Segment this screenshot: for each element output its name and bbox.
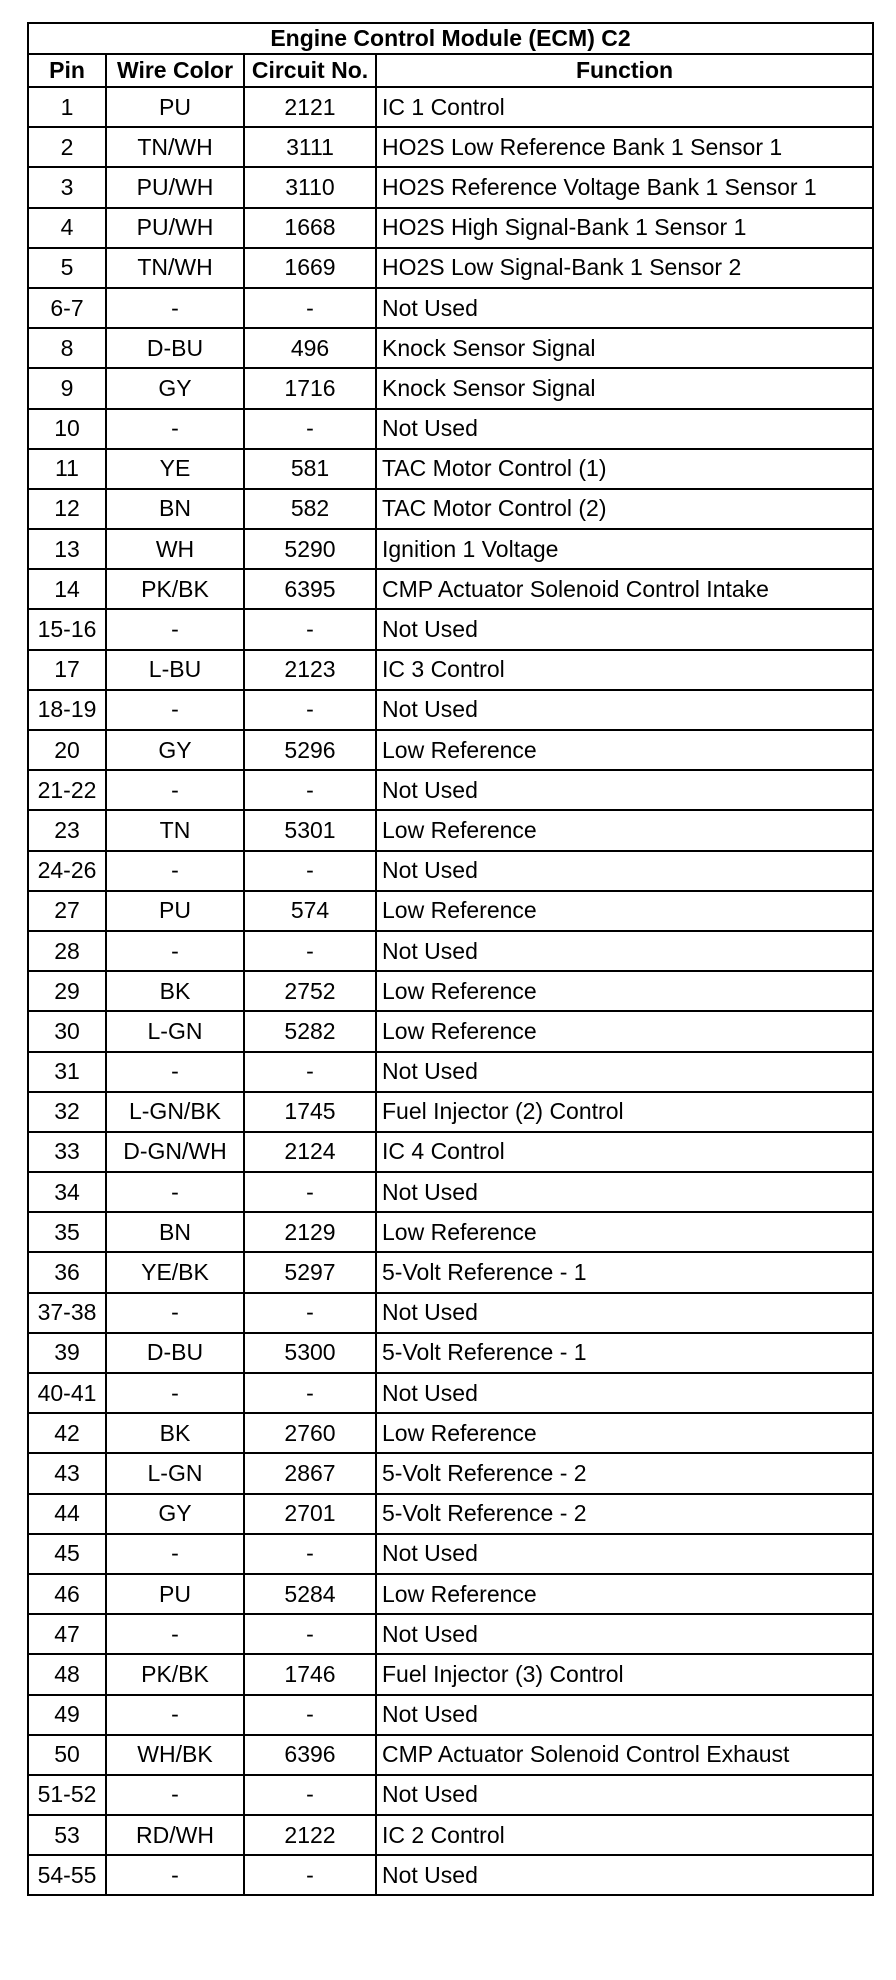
- cell-circuit-number: 2760: [244, 1413, 376, 1453]
- cell-function: Low Reference: [376, 891, 873, 931]
- cell-function: Not Used: [376, 1373, 873, 1413]
- cell-pin: 40-41: [28, 1373, 106, 1413]
- cell-circuit-number: -: [244, 770, 376, 810]
- cell-function: Low Reference: [376, 1212, 873, 1252]
- cell-circuit-number: 5301: [244, 810, 376, 850]
- ecm-connector-table: [27, 22, 874, 1896]
- cell-circuit-number: -: [244, 1775, 376, 1815]
- table-row: [28, 1373, 873, 1413]
- cell-wire-color: PK/BK: [106, 569, 244, 609]
- cell-circuit-number: -: [244, 931, 376, 971]
- cell-function: IC 2 Control: [376, 1815, 873, 1855]
- cell-pin: 36: [28, 1252, 106, 1292]
- cell-wire-color: PU/WH: [106, 167, 244, 207]
- cell-wire-color: BK: [106, 971, 244, 1011]
- table-row: [28, 1815, 873, 1855]
- table-row: [28, 1735, 873, 1775]
- cell-pin: 50: [28, 1735, 106, 1775]
- cell-function: Fuel Injector (2) Control: [376, 1092, 873, 1132]
- table-row: [28, 449, 873, 489]
- header-circuit-number: Circuit No.: [244, 54, 376, 87]
- cell-function: Not Used: [376, 1775, 873, 1815]
- cell-circuit-number: 1669: [244, 248, 376, 288]
- cell-pin: 29: [28, 971, 106, 1011]
- cell-circuit-number: -: [244, 1614, 376, 1654]
- table-row: [28, 810, 873, 850]
- cell-circuit-number: -: [244, 690, 376, 730]
- table-row: [28, 248, 873, 288]
- table-row: [28, 1494, 873, 1534]
- cell-circuit-number: -: [244, 1293, 376, 1333]
- table-row: [28, 1293, 873, 1333]
- header-pin: Pin: [28, 54, 106, 87]
- cell-wire-color: WH: [106, 529, 244, 569]
- cell-function: HO2S Low Signal-Bank 1 Sensor 2: [376, 248, 873, 288]
- table-row: [28, 1453, 873, 1493]
- table-row: [28, 1011, 873, 1051]
- cell-circuit-number: 2752: [244, 971, 376, 1011]
- table-row: [28, 1212, 873, 1252]
- header-function: Function: [376, 54, 873, 87]
- cell-function: TAC Motor Control (1): [376, 449, 873, 489]
- cell-wire-color: -: [106, 1052, 244, 1092]
- cell-function: Not Used: [376, 770, 873, 810]
- cell-wire-color: BN: [106, 489, 244, 529]
- cell-circuit-number: 5300: [244, 1333, 376, 1373]
- cell-wire-color: BN: [106, 1212, 244, 1252]
- cell-circuit-number: -: [244, 288, 376, 328]
- cell-pin: 39: [28, 1333, 106, 1373]
- cell-wire-color: -: [106, 1534, 244, 1574]
- table-row: [28, 1574, 873, 1614]
- table-row: [28, 1654, 873, 1694]
- cell-circuit-number: 2129: [244, 1212, 376, 1252]
- cell-pin: 23: [28, 810, 106, 850]
- cell-circuit-number: -: [244, 409, 376, 449]
- cell-function: Not Used: [376, 690, 873, 730]
- cell-pin: 18-19: [28, 690, 106, 730]
- cell-function: HO2S High Signal-Bank 1 Sensor 1: [376, 208, 873, 248]
- cell-function: Fuel Injector (3) Control: [376, 1654, 873, 1694]
- table-row: [28, 127, 873, 167]
- cell-wire-color: -: [106, 1293, 244, 1333]
- cell-pin: 43: [28, 1453, 106, 1493]
- cell-function: HO2S Reference Voltage Bank 1 Sensor 1: [376, 167, 873, 207]
- cell-pin: 3: [28, 167, 106, 207]
- cell-circuit-number: -: [244, 609, 376, 649]
- cell-pin: 1: [28, 87, 106, 127]
- cell-function: Not Used: [376, 1855, 873, 1895]
- cell-pin: 32: [28, 1092, 106, 1132]
- cell-circuit-number: 5290: [244, 529, 376, 569]
- cell-function: 5-Volt Reference - 2: [376, 1453, 873, 1493]
- cell-pin: 49: [28, 1695, 106, 1735]
- cell-circuit-number: 2121: [244, 87, 376, 127]
- cell-pin: 11: [28, 449, 106, 489]
- cell-function: Low Reference: [376, 810, 873, 850]
- cell-wire-color: D-BU: [106, 1333, 244, 1373]
- cell-function: Not Used: [376, 931, 873, 971]
- cell-circuit-number: -: [244, 1172, 376, 1212]
- cell-wire-color: PU/WH: [106, 208, 244, 248]
- cell-function: Not Used: [376, 1052, 873, 1092]
- cell-pin: 53: [28, 1815, 106, 1855]
- cell-function: Low Reference: [376, 1574, 873, 1614]
- cell-function: Low Reference: [376, 971, 873, 1011]
- table-row: [28, 489, 873, 529]
- cell-circuit-number: 1716: [244, 368, 376, 408]
- cell-wire-color: -: [106, 288, 244, 328]
- cell-pin: 46: [28, 1574, 106, 1614]
- cell-pin: 17: [28, 650, 106, 690]
- cell-pin: 27: [28, 891, 106, 931]
- table-row: [28, 609, 873, 649]
- cell-circuit-number: -: [244, 1695, 376, 1735]
- table-header-row: [28, 54, 873, 87]
- cell-wire-color: -: [106, 770, 244, 810]
- cell-wire-color: -: [106, 1172, 244, 1212]
- cell-pin: 13: [28, 529, 106, 569]
- cell-circuit-number: 1668: [244, 208, 376, 248]
- cell-circuit-number: 3110: [244, 167, 376, 207]
- cell-circuit-number: 2123: [244, 650, 376, 690]
- cell-circuit-number: 574: [244, 891, 376, 931]
- cell-wire-color: -: [106, 851, 244, 891]
- table-title-row: [28, 23, 873, 54]
- cell-wire-color: BK: [106, 1413, 244, 1453]
- cell-circuit-number: 5282: [244, 1011, 376, 1051]
- cell-wire-color: GY: [106, 730, 244, 770]
- cell-wire-color: L-BU: [106, 650, 244, 690]
- cell-wire-color: YE/BK: [106, 1252, 244, 1292]
- cell-function: IC 3 Control: [376, 650, 873, 690]
- cell-pin: 30: [28, 1011, 106, 1051]
- table-row: [28, 1534, 873, 1574]
- cell-pin: 14: [28, 569, 106, 609]
- cell-pin: 2: [28, 127, 106, 167]
- table-body: [28, 87, 873, 1895]
- cell-wire-color: -: [106, 609, 244, 649]
- cell-wire-color: -: [106, 1695, 244, 1735]
- table-row: [28, 87, 873, 127]
- cell-pin: 33: [28, 1132, 106, 1172]
- cell-pin: 34: [28, 1172, 106, 1212]
- cell-function: Not Used: [376, 1172, 873, 1212]
- table-row: [28, 730, 873, 770]
- table-row: [28, 770, 873, 810]
- cell-circuit-number: 2122: [244, 1815, 376, 1855]
- cell-circuit-number: 582: [244, 489, 376, 529]
- cell-function: Not Used: [376, 1614, 873, 1654]
- cell-function: Low Reference: [376, 1413, 873, 1453]
- cell-function: HO2S Low Reference Bank 1 Sensor 1: [376, 127, 873, 167]
- table-row: [28, 690, 873, 730]
- table-row: [28, 1695, 873, 1735]
- cell-circuit-number: 5297: [244, 1252, 376, 1292]
- cell-pin: 9: [28, 368, 106, 408]
- cell-wire-color: PK/BK: [106, 1654, 244, 1694]
- cell-circuit-number: 5284: [244, 1574, 376, 1614]
- cell-wire-color: -: [106, 1855, 244, 1895]
- table-row: [28, 288, 873, 328]
- cell-function: IC 1 Control: [376, 87, 873, 127]
- table-row: [28, 1855, 873, 1895]
- cell-circuit-number: -: [244, 851, 376, 891]
- cell-circuit-number: -: [244, 1373, 376, 1413]
- table-row: [28, 851, 873, 891]
- table-row: [28, 1252, 873, 1292]
- cell-wire-color: PU: [106, 891, 244, 931]
- cell-pin: 44: [28, 1494, 106, 1534]
- table-row: [28, 1413, 873, 1453]
- cell-function: 5-Volt Reference - 1: [376, 1252, 873, 1292]
- cell-pin: 24-26: [28, 851, 106, 891]
- cell-function: Not Used: [376, 409, 873, 449]
- cell-pin: 31: [28, 1052, 106, 1092]
- table-row: [28, 1052, 873, 1092]
- cell-function: Not Used: [376, 1293, 873, 1333]
- cell-wire-color: RD/WH: [106, 1815, 244, 1855]
- cell-circuit-number: -: [244, 1855, 376, 1895]
- table-row: [28, 971, 873, 1011]
- cell-circuit-number: 1745: [244, 1092, 376, 1132]
- cell-function: Low Reference: [376, 730, 873, 770]
- cell-circuit-number: 6396: [244, 1735, 376, 1775]
- cell-pin: 12: [28, 489, 106, 529]
- cell-pin: 6-7: [28, 288, 106, 328]
- table-row: [28, 368, 873, 408]
- cell-pin: 47: [28, 1614, 106, 1654]
- cell-wire-color: GY: [106, 1494, 244, 1534]
- cell-circuit-number: -: [244, 1534, 376, 1574]
- cell-function: Not Used: [376, 288, 873, 328]
- table-row: [28, 409, 873, 449]
- cell-pin: 10: [28, 409, 106, 449]
- cell-function: Not Used: [376, 1534, 873, 1574]
- cell-wire-color: L-GN/BK: [106, 1092, 244, 1132]
- cell-circuit-number: 1746: [244, 1654, 376, 1694]
- table-row: [28, 1172, 873, 1212]
- cell-circuit-number: 2867: [244, 1453, 376, 1493]
- table-row: [28, 931, 873, 971]
- cell-function: Knock Sensor Signal: [376, 368, 873, 408]
- table-row: [28, 569, 873, 609]
- cell-function: 5-Volt Reference - 2: [376, 1494, 873, 1534]
- cell-circuit-number: 2124: [244, 1132, 376, 1172]
- cell-pin: 48: [28, 1654, 106, 1694]
- cell-circuit-number: 6395: [244, 569, 376, 609]
- cell-pin: 15-16: [28, 609, 106, 649]
- table-row: [28, 167, 873, 207]
- table-row: [28, 529, 873, 569]
- table-row: [28, 650, 873, 690]
- cell-wire-color: L-GN: [106, 1453, 244, 1493]
- cell-pin: 45: [28, 1534, 106, 1574]
- table-row: [28, 328, 873, 368]
- cell-function: Not Used: [376, 1695, 873, 1735]
- table-row: [28, 1614, 873, 1654]
- cell-wire-color: L-GN: [106, 1011, 244, 1051]
- cell-wire-color: GY: [106, 368, 244, 408]
- table-title: Engine Control Module (ECM) C2: [28, 23, 873, 54]
- table-row: [28, 1132, 873, 1172]
- cell-wire-color: D-GN/WH: [106, 1132, 244, 1172]
- cell-circuit-number: 3111: [244, 127, 376, 167]
- cell-function: Not Used: [376, 851, 873, 891]
- cell-function: Knock Sensor Signal: [376, 328, 873, 368]
- cell-function: Not Used: [376, 609, 873, 649]
- table-row: [28, 1333, 873, 1373]
- cell-function: CMP Actuator Solenoid Control Intake: [376, 569, 873, 609]
- table-row: [28, 1775, 873, 1815]
- cell-function: 5-Volt Reference - 1: [376, 1333, 873, 1373]
- cell-wire-color: YE: [106, 449, 244, 489]
- cell-pin: 4: [28, 208, 106, 248]
- cell-pin: 37-38: [28, 1293, 106, 1333]
- cell-wire-color: TN: [106, 810, 244, 850]
- cell-wire-color: WH/BK: [106, 1735, 244, 1775]
- cell-wire-color: D-BU: [106, 328, 244, 368]
- cell-pin: 42: [28, 1413, 106, 1453]
- cell-function: IC 4 Control: [376, 1132, 873, 1172]
- cell-circuit-number: 5296: [244, 730, 376, 770]
- cell-wire-color: TN/WH: [106, 248, 244, 288]
- cell-function: CMP Actuator Solenoid Control Exhaust: [376, 1735, 873, 1775]
- table-row: [28, 1092, 873, 1132]
- table-row: [28, 208, 873, 248]
- cell-wire-color: PU: [106, 87, 244, 127]
- cell-wire-color: TN/WH: [106, 127, 244, 167]
- cell-wire-color: -: [106, 1373, 244, 1413]
- cell-wire-color: -: [106, 1775, 244, 1815]
- cell-function: TAC Motor Control (2): [376, 489, 873, 529]
- cell-pin: 21-22: [28, 770, 106, 810]
- cell-pin: 20: [28, 730, 106, 770]
- cell-pin: 51-52: [28, 1775, 106, 1815]
- table-row: [28, 891, 873, 931]
- cell-wire-color: -: [106, 931, 244, 971]
- cell-wire-color: -: [106, 690, 244, 730]
- cell-circuit-number: -: [244, 1052, 376, 1092]
- cell-pin: 35: [28, 1212, 106, 1252]
- cell-circuit-number: 496: [244, 328, 376, 368]
- cell-wire-color: -: [106, 409, 244, 449]
- header-wire-color: Wire Color: [106, 54, 244, 87]
- cell-function: Low Reference: [376, 1011, 873, 1051]
- cell-pin: 5: [28, 248, 106, 288]
- cell-wire-color: PU: [106, 1574, 244, 1614]
- cell-circuit-number: 2701: [244, 1494, 376, 1534]
- cell-pin: 54-55: [28, 1855, 106, 1895]
- cell-function: Ignition 1 Voltage: [376, 529, 873, 569]
- cell-wire-color: -: [106, 1614, 244, 1654]
- cell-pin: 8: [28, 328, 106, 368]
- cell-pin: 28: [28, 931, 106, 971]
- cell-circuit-number: 581: [244, 449, 376, 489]
